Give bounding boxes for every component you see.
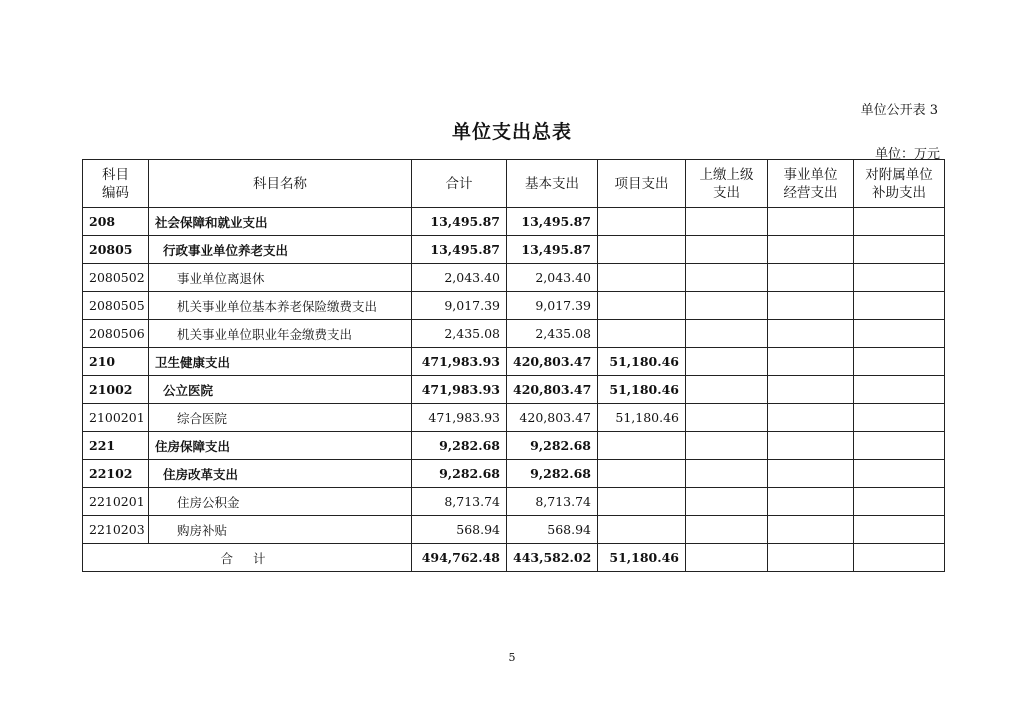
cell-project (598, 460, 686, 488)
cell-project (598, 264, 686, 292)
total-project: 51,180.46 (598, 544, 686, 572)
cell-upper (686, 432, 768, 460)
header-basic: 基本支出 (507, 160, 598, 208)
cell-name: 行政事业单位养老支出 (149, 236, 412, 264)
cell-project: 51,180.46 (598, 376, 686, 404)
header-business: 事业单位 经营支出 (768, 160, 854, 208)
cell-upper (686, 488, 768, 516)
cell-name: 住房公积金 (149, 488, 412, 516)
cell-basic: 9,282.68 (507, 432, 598, 460)
cell-code: 2210203 (83, 516, 149, 544)
header-project: 项目支出 (598, 160, 686, 208)
cell-upper (686, 236, 768, 264)
cell-name: 住房保障支出 (149, 432, 412, 460)
header-name: 科目名称 (149, 160, 412, 208)
cell-total: 2,435.08 (412, 320, 507, 348)
cell-project: 51,180.46 (598, 348, 686, 376)
table-row (83, 488, 945, 516)
cell-business (768, 460, 854, 488)
header-code: 科目 编码 (83, 160, 149, 208)
cell-upper (686, 376, 768, 404)
cell-subsidy (854, 264, 945, 292)
cell-upper (686, 292, 768, 320)
table-row (83, 292, 945, 320)
cell-total: 568.94 (412, 516, 507, 544)
cell-business (768, 236, 854, 264)
cell-upper (686, 348, 768, 376)
table-number: 单位公开表 3 (860, 103, 938, 118)
cell-subsidy (854, 460, 945, 488)
cell-total: 2,043.40 (412, 264, 507, 292)
cell-name: 事业单位离退休 (149, 264, 412, 292)
header-total: 合计 (412, 160, 507, 208)
cell-subsidy (854, 348, 945, 376)
cell-project (598, 432, 686, 460)
cell-code: 2210201 (83, 488, 149, 516)
cell-subsidy (854, 376, 945, 404)
cell-upper (686, 460, 768, 488)
cell-name: 公立医院 (149, 376, 412, 404)
cell-name: 卫生健康支出 (149, 348, 412, 376)
table-row (83, 376, 945, 404)
cell-business (768, 376, 854, 404)
cell-upper (686, 208, 768, 236)
cell-total: 9,017.39 (412, 292, 507, 320)
page-title: 单位支出总表 (451, 121, 572, 143)
cell-subsidy (854, 320, 945, 348)
cell-subsidy (854, 432, 945, 460)
table-row (83, 208, 945, 236)
cell-code: 210 (83, 348, 149, 376)
cell-name: 购房补贴 (149, 516, 412, 544)
cell-name: 住房改革支出 (149, 460, 412, 488)
cell-business (768, 292, 854, 320)
cell-basic: 9,017.39 (507, 292, 598, 320)
cell-total: 471,983.93 (412, 404, 507, 432)
cell-basic: 420,803.47 (507, 404, 598, 432)
cell-total: 9,282.68 (412, 432, 507, 460)
total-business (768, 544, 854, 572)
page-number: 5 (508, 651, 516, 664)
total-label: 合 计 (83, 544, 412, 572)
cell-code: 21002 (83, 376, 149, 404)
cell-name: 社会保障和就业支出 (149, 208, 412, 236)
table-row (83, 348, 945, 376)
cell-name: 综合医院 (149, 404, 412, 432)
cell-total: 471,983.93 (412, 348, 507, 376)
cell-total: 8,713.74 (412, 488, 507, 516)
cell-project (598, 488, 686, 516)
cell-project (598, 236, 686, 264)
cell-code: 20805 (83, 236, 149, 264)
cell-subsidy (854, 516, 945, 544)
cell-basic: 2,435.08 (507, 320, 598, 348)
cell-code: 2080506 (83, 320, 149, 348)
cell-subsidy (854, 208, 945, 236)
cell-name: 机关事业单位职业年金缴费支出 (149, 320, 412, 348)
header-subsidy: 对附属单位 补助支出 (854, 160, 945, 208)
table-row (83, 460, 945, 488)
cell-upper (686, 516, 768, 544)
table-row (83, 404, 945, 432)
cell-project (598, 320, 686, 348)
total-basic: 443,582.02 (507, 544, 598, 572)
cell-business (768, 432, 854, 460)
cell-business (768, 516, 854, 544)
cell-basic: 2,043.40 (507, 264, 598, 292)
cell-subsidy (854, 404, 945, 432)
cell-business (768, 320, 854, 348)
cell-code: 221 (83, 432, 149, 460)
cell-basic: 420,803.47 (507, 348, 598, 376)
unit-label: 单位：万元 (874, 147, 940, 162)
cell-upper (686, 320, 768, 348)
cell-total: 471,983.93 (412, 376, 507, 404)
cell-project (598, 292, 686, 320)
total-subsidy (854, 544, 945, 572)
table-row (83, 516, 945, 544)
cell-total: 13,495.87 (412, 208, 507, 236)
cell-basic: 13,495.87 (507, 208, 598, 236)
table-header-row (83, 160, 945, 208)
cell-business (768, 404, 854, 432)
table-row (83, 432, 945, 460)
cell-subsidy (854, 488, 945, 516)
header-upper: 上缴上级 支出 (686, 160, 768, 208)
cell-basic: 13,495.87 (507, 236, 598, 264)
cell-business (768, 208, 854, 236)
cell-name: 机关事业单位基本养老保险缴费支出 (149, 292, 412, 320)
cell-code: 208 (83, 208, 149, 236)
cell-project (598, 516, 686, 544)
cell-business (768, 264, 854, 292)
total-row (83, 544, 945, 572)
expenditure-table (82, 159, 945, 572)
cell-business (768, 348, 854, 376)
cell-code: 2100201 (83, 404, 149, 432)
table-row (83, 320, 945, 348)
cell-basic: 8,713.74 (507, 488, 598, 516)
table-row (83, 264, 945, 292)
cell-basic: 9,282.68 (507, 460, 598, 488)
total-upper (686, 544, 768, 572)
cell-total: 9,282.68 (412, 460, 507, 488)
cell-code: 2080505 (83, 292, 149, 320)
table-row (83, 236, 945, 264)
cell-code: 2080502 (83, 264, 149, 292)
cell-basic: 420,803.47 (507, 376, 598, 404)
cell-subsidy (854, 292, 945, 320)
cell-total: 13,495.87 (412, 236, 507, 264)
cell-code: 22102 (83, 460, 149, 488)
cell-business (768, 488, 854, 516)
cell-project (598, 208, 686, 236)
cell-upper (686, 404, 768, 432)
total-sum: 494,762.48 (412, 544, 507, 572)
cell-upper (686, 264, 768, 292)
cell-project: 51,180.46 (598, 404, 686, 432)
cell-subsidy (854, 236, 945, 264)
cell-basic: 568.94 (507, 516, 598, 544)
